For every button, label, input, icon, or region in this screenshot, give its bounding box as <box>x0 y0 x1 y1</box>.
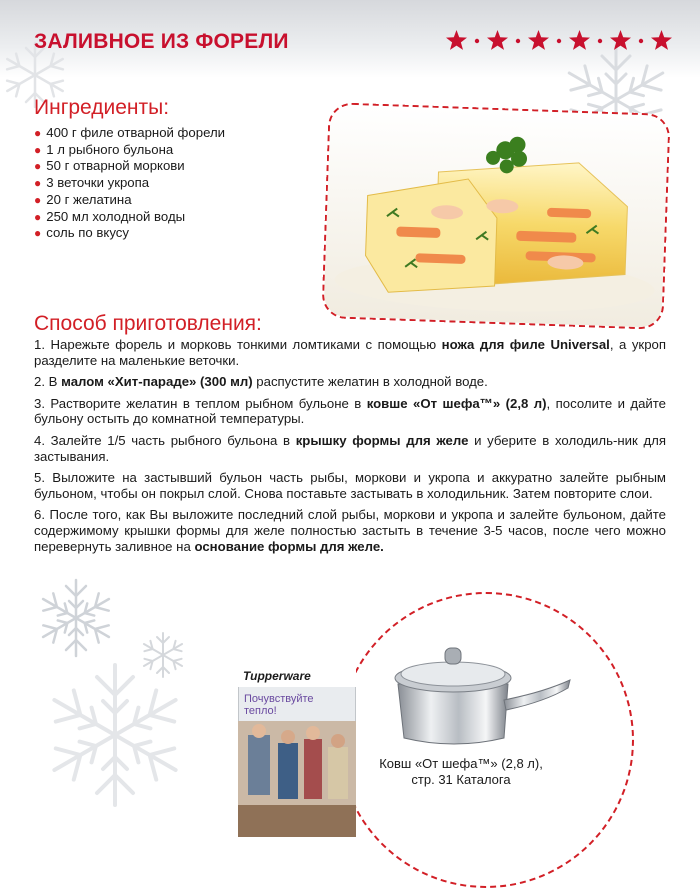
ingredient-text: 50 г отварной моркови <box>46 158 185 174</box>
method-step <box>34 470 666 501</box>
step-text: , посолите и дайте бульону остыть до комнатной температуры. <box>34 395 666 427</box>
product-caption <box>370 756 552 787</box>
method-step <box>34 374 666 390</box>
snowflake-icon <box>34 576 118 660</box>
product-caption-page: стр. 31 Каталога <box>411 771 511 787</box>
step-text: 6. После того, как Вы выложите последний слой рыбы, моркови и укропа и залейте бульоном, дайте содержимому крышки формы для желе полностью застыть в течение 3-5 часов, после чего можно перевернуть заливное на <box>34 507 666 554</box>
bullet-icon: ● <box>34 226 42 241</box>
ingredient-text: 400 г филе отварной форели <box>46 125 226 140</box>
method-steps <box>34 337 666 560</box>
method-step <box>34 396 666 427</box>
method-step <box>34 507 666 554</box>
bullet-icon: ● <box>34 159 42 174</box>
step-text: распустите желатин в холодной воде. <box>252 374 488 390</box>
saucepan-image <box>384 634 574 754</box>
ingredient-item <box>34 158 225 175</box>
rating-stars <box>436 26 682 56</box>
step-text: 4. Залейте 1/5 часть рыбного бульона в <box>34 432 296 448</box>
step-text: 1. Нарежьте форель и морковь тонкими ломтиками с помощью <box>34 337 442 352</box>
ingredient-text: соль по вкусу <box>46 225 129 241</box>
bullet-icon: ● <box>34 126 42 140</box>
star-icon <box>651 30 672 50</box>
ingredient-item <box>34 225 225 242</box>
product-mention: основание формы для желе. <box>194 538 384 554</box>
bullet-icon: ● <box>34 176 42 191</box>
star-icon <box>569 30 590 50</box>
ingredient-text: 3 веточки укропа <box>46 175 150 191</box>
dish-photo <box>321 102 670 330</box>
star-icon <box>528 30 549 50</box>
catalog-cover <box>238 665 356 837</box>
star-icon <box>610 30 631 50</box>
star-separator-dot <box>475 39 479 43</box>
step-text: 5. Выложите на застывший бульон часть рыбы, моркови и укропа и аккуратно залейте рыбным бульоном, чтобы он покрыл слой. Снова поставьте застывать в холодильник. Затем повторите слои. <box>34 470 666 501</box>
bullet-icon: ● <box>34 142 42 157</box>
product-mention: крышку формы для желе <box>295 432 469 448</box>
star-separator-dot <box>639 39 643 43</box>
recipe-title: ЗАЛИВНОЕ ИЗ ФОРЕЛИ <box>34 30 289 53</box>
product-mention: малом «Хит-параде» (300 мл) <box>61 374 253 390</box>
bullet-icon: ● <box>34 209 42 224</box>
step-text: 2. В <box>34 374 62 390</box>
ingredient-item <box>34 175 225 192</box>
star-separator-dot <box>557 39 561 43</box>
ingredient-text: 20 г желатина <box>46 191 132 207</box>
ingredient-item <box>34 142 225 159</box>
ingredient-text: 1 л рыбного бульона <box>46 141 174 157</box>
product-mention: ножа для филе Universal <box>441 337 610 352</box>
ingredient-item <box>34 125 225 142</box>
snowflake-icon <box>40 660 190 810</box>
ingredient-item <box>34 192 225 209</box>
star-icon <box>487 30 508 50</box>
star-icon <box>446 30 467 50</box>
ingredients-list <box>34 125 225 242</box>
ingredient-item <box>34 209 225 226</box>
bullet-icon: ● <box>34 192 42 207</box>
step-text: , а укроп разделите на маленькие веточки. <box>34 337 667 368</box>
catalog-tagline: Почувствуйте тепло! <box>244 693 314 717</box>
product-mention: ковше «От шефа™» (2,8 л) <box>366 395 547 411</box>
step-text: и уберите в холодиль-ник для застывания. <box>34 432 666 464</box>
star-separator-dot <box>516 39 520 43</box>
star-separator-dot <box>598 39 602 43</box>
catalog-brand: Tupperware <box>243 669 311 683</box>
method-step <box>34 433 666 464</box>
method-step <box>34 337 666 368</box>
method-heading: Способ приготовления: <box>34 312 262 335</box>
ingredients-heading: Ингредиенты: <box>34 96 170 119</box>
step-text: 3. Растворите желатин в теплом рыбном бульоне в <box>34 395 367 411</box>
ingredient-text: 250 мл холодной воды <box>46 208 186 224</box>
product-caption-name: Ковш «От шефа™» (2,8 л), <box>379 756 543 771</box>
